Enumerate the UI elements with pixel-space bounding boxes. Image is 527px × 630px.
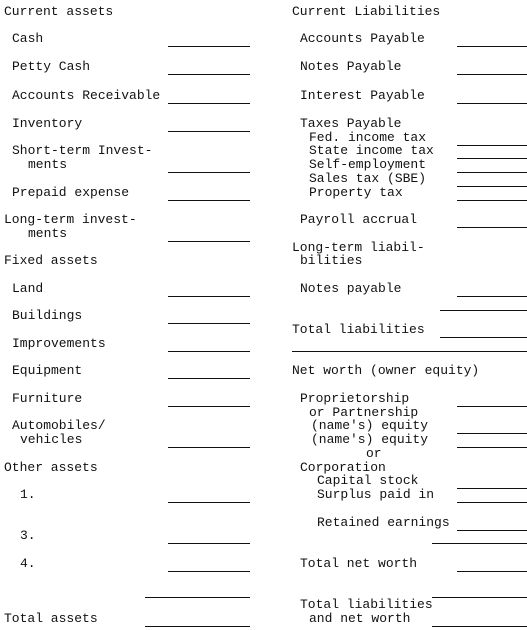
other-asset-4-label: 4. [20, 556, 36, 571]
long-term-investments-line[interactable] [168, 241, 250, 242]
automobiles-label-2: vehicles [20, 432, 83, 447]
cash-label: Cash [12, 31, 44, 46]
notes-payable-long-term-line[interactable] [457, 296, 527, 297]
capital-stock-label: Capital stock [317, 473, 419, 488]
equipment-label: Equipment [12, 363, 83, 378]
current-assets-heading: Current assets [4, 4, 114, 19]
petty-cash-label: Petty Cash [12, 59, 91, 74]
equity-subtotal-line[interactable] [432, 543, 527, 544]
petty-cash-line[interactable] [168, 74, 250, 75]
corporation-label: Corporation [300, 460, 386, 475]
short-term-investments-line[interactable] [168, 172, 250, 173]
taxes-payable-label: Taxes Payable [300, 116, 402, 131]
state-income-tax-line[interactable] [457, 158, 527, 159]
accounts-payable-label: Accounts Payable [300, 31, 425, 46]
land-label: Land [12, 281, 44, 296]
sales-tax-label: Sales tax (SBE) [309, 171, 427, 186]
total-assets-line[interactable] [145, 626, 250, 627]
surplus-paid-in-label: Surplus paid in [317, 487, 435, 502]
other-asset-3-line[interactable] [168, 543, 250, 544]
fed-income-tax-line[interactable] [457, 145, 527, 146]
other-asset-1-line[interactable] [168, 502, 250, 503]
total-liabilities-net-worth-line[interactable] [432, 626, 527, 627]
other-assets-heading: Other assets [4, 460, 98, 475]
total-net-worth-line[interactable] [457, 571, 527, 572]
current-liabilities-heading: Current Liabilities [292, 4, 441, 19]
notes-payable-long-term-label: Notes payable [300, 281, 402, 296]
furniture-line[interactable] [168, 406, 250, 407]
short-term-investments-label: Short-term Invest- [12, 143, 153, 158]
improvements-line[interactable] [168, 351, 250, 352]
name-equity-label-1: (name's) equity [311, 418, 429, 433]
net-worth-subtotal-line[interactable] [432, 597, 527, 598]
other-asset-1-label: 1. [20, 487, 36, 502]
section-divider-line [292, 351, 527, 352]
other-asset-4-line[interactable] [168, 571, 250, 572]
notes-payable-line[interactable] [457, 74, 527, 75]
assets-subtotal-line[interactable] [145, 597, 250, 598]
fixed-assets-heading: Fixed assets [4, 253, 98, 268]
notes-payable-label: Notes Payable [300, 59, 402, 74]
total-assets-label: Total assets [4, 611, 98, 626]
accounts-receivable-line[interactable] [168, 103, 250, 104]
net-worth-heading: Net worth (owner equity) [292, 363, 480, 378]
capital-stock-line[interactable] [457, 488, 527, 489]
total-liabilities-net-worth-label-2: and net worth [309, 611, 411, 626]
accounts-receivable-label: Accounts Receivable [12, 88, 161, 103]
fed-income-tax-label: Fed. income tax [309, 130, 427, 145]
property-tax-line[interactable] [457, 200, 527, 201]
equipment-line[interactable] [168, 378, 250, 379]
long-term-liabilities-heading: Long-term liabil- [292, 240, 425, 255]
proprietorship-label: Proprietorship [300, 391, 410, 406]
retained-earnings-label: Retained earnings [317, 515, 450, 530]
furniture-label: Furniture [12, 391, 83, 406]
property-tax-label: Property tax [309, 185, 403, 200]
name-equity-line-2[interactable] [457, 447, 527, 448]
retained-earnings-line[interactable] [457, 530, 527, 531]
total-liabilities-line[interactable] [440, 337, 527, 338]
prepaid-expense-line[interactable] [168, 200, 250, 201]
cash-line[interactable] [168, 46, 250, 47]
other-asset-3-label: 3. [20, 528, 36, 543]
buildings-line[interactable] [168, 323, 250, 324]
total-net-worth-label: Total net worth [300, 556, 418, 571]
proprietorship-line[interactable] [457, 406, 527, 407]
liabilities-subtotal-line[interactable] [440, 310, 527, 311]
self-employment-label: Self-employment [309, 157, 427, 172]
sales-tax-line[interactable] [457, 186, 527, 187]
interest-payable-line[interactable] [457, 103, 527, 104]
inventory-label: Inventory [12, 116, 83, 131]
inventory-line[interactable] [168, 131, 250, 132]
state-income-tax-label: State income tax [309, 143, 434, 158]
name-equity-label-2: (name's) equity [311, 432, 429, 447]
self-employment-line[interactable] [457, 172, 527, 173]
partnership-label: or Partnership [309, 405, 419, 420]
long-term-investments-label: Long-term invest- [4, 212, 137, 227]
short-term-investments-label-2: ments [28, 157, 68, 172]
automobiles-line[interactable] [168, 447, 250, 448]
total-liabilities-net-worth-label: Total liabilities [300, 597, 433, 612]
automobiles-label: Automobiles/ [12, 418, 106, 433]
improvements-label: Improvements [12, 336, 106, 351]
or-label: or [366, 446, 382, 461]
surplus-paid-in-line[interactable] [457, 502, 527, 503]
land-line[interactable] [168, 296, 250, 297]
total-liabilities-label: Total liabilities [292, 322, 425, 337]
buildings-label: Buildings [12, 308, 83, 323]
name-equity-line-1[interactable] [457, 433, 527, 434]
payroll-accrual-line[interactable] [457, 227, 527, 228]
interest-payable-label: Interest Payable [300, 88, 425, 103]
long-term-liabilities-heading-2: bilities [300, 253, 363, 268]
accounts-payable-line[interactable] [457, 46, 527, 47]
payroll-accrual-label: Payroll accrual [300, 212, 418, 227]
long-term-investments-label-2: ments [28, 226, 68, 241]
prepaid-expense-label: Prepaid expense [12, 185, 130, 200]
